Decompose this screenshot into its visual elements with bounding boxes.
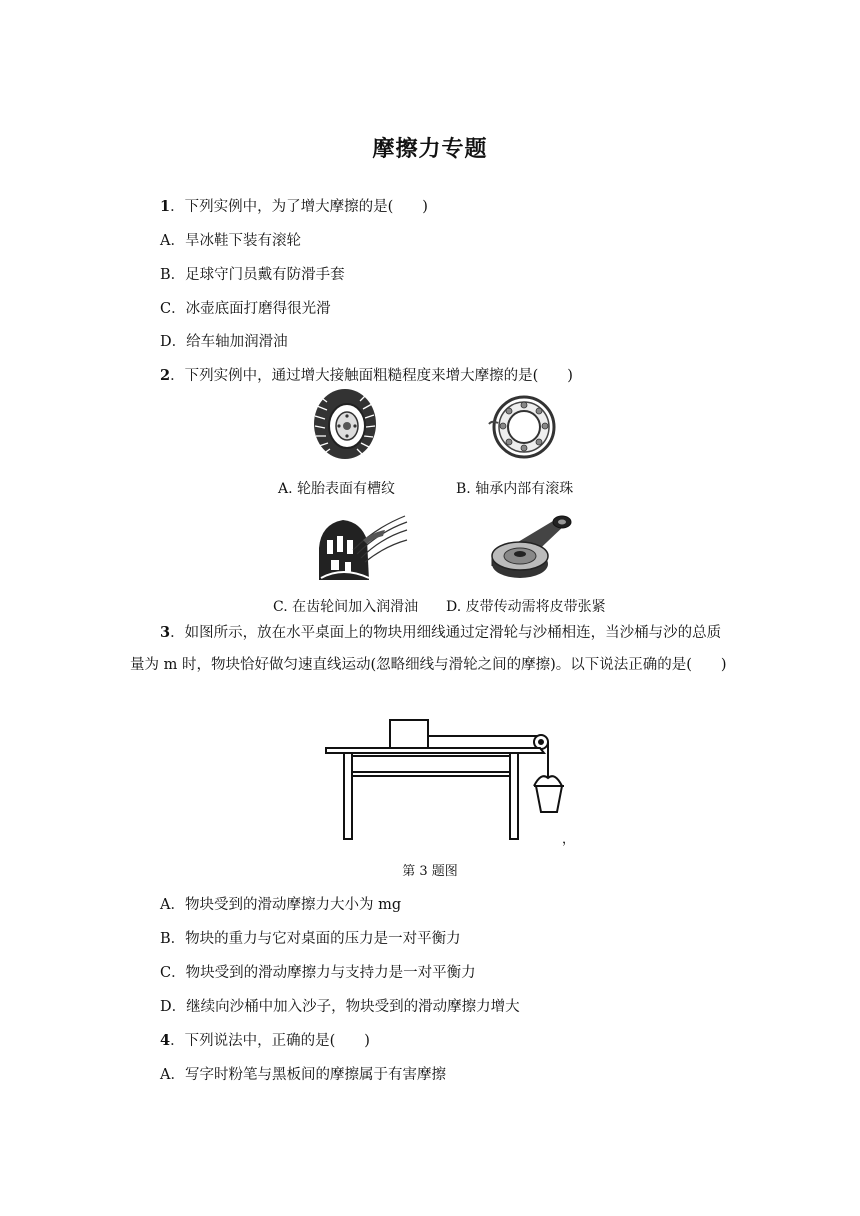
q3-option-a: A．物块受到的滑动摩擦力大小为 mg [160,897,402,913]
diagram-comma: ， [562,832,576,847]
tire-image [305,386,385,462]
page-title: 摩擦力专题 [372,137,488,162]
q1-option-d: D．给车轴加润滑油 [160,334,288,350]
q2-caption-d: D. 皮带传动需将皮带张紧 [446,599,606,615]
question-3 [130,617,735,681]
question-number: 1 [160,198,171,215]
belt-drive-image [488,512,574,584]
question-stem: ．下列说法中，正确的是( ) [170,1033,370,1049]
q3-option-c: C．物块受到的滑动摩擦力与支持力是一对平衡力 [160,965,476,981]
q3-option-b: B．物块的重力与它对桌面的压力是一对平衡力 [160,931,461,947]
q3-option-d: D．继续向沙桶中加入沙子，物块受到的滑动摩擦力增大 [160,999,520,1015]
question-4 [160,1029,370,1050]
q1-option-b: B．足球守门员戴有防滑手套 [160,267,345,283]
figure-caption: 第 3 题图 [402,864,458,879]
question-number: 2 [160,367,171,384]
q1-option-c: C．冰壶底面打磨得很光滑 [160,301,331,317]
question-2 [160,364,573,385]
q2-caption-c: C. 在齿轮间加入润滑油 [273,599,419,615]
question-stem: ．下列实例中，通过增大接触面粗糙程度来增大摩擦的是( ) [170,368,573,384]
question-number: 4 [160,1032,171,1049]
q1-option-a: A．旱冰鞋下装有滚轮 [160,233,301,249]
question-stem: ．下列实例中，为了增大摩擦的是( ) [170,199,428,215]
bearing-image [484,392,560,462]
question-number: 3 [160,624,171,641]
table-pulley-diagram [322,716,572,846]
question-1 [160,195,428,216]
q2-caption-a: A. 轮胎表面有槽纹 [278,481,396,497]
gear-oil-image [313,510,409,586]
question-stem: ．如图所示，放在水平桌面上的物块用细线通过定滑轮与沙桶相连，当沙桶与沙的总质量为 m 时，物块恰好做匀速直线运动(忽略细线与滑轮之间的摩擦)。以下说法正确的是( ) [130,625,727,673]
q2-caption-b: B. 轴承内部有滚珠 [456,481,574,497]
q4-option-a: A．写字时粉笔与黑板间的摩擦属于有害摩擦 [160,1067,446,1083]
